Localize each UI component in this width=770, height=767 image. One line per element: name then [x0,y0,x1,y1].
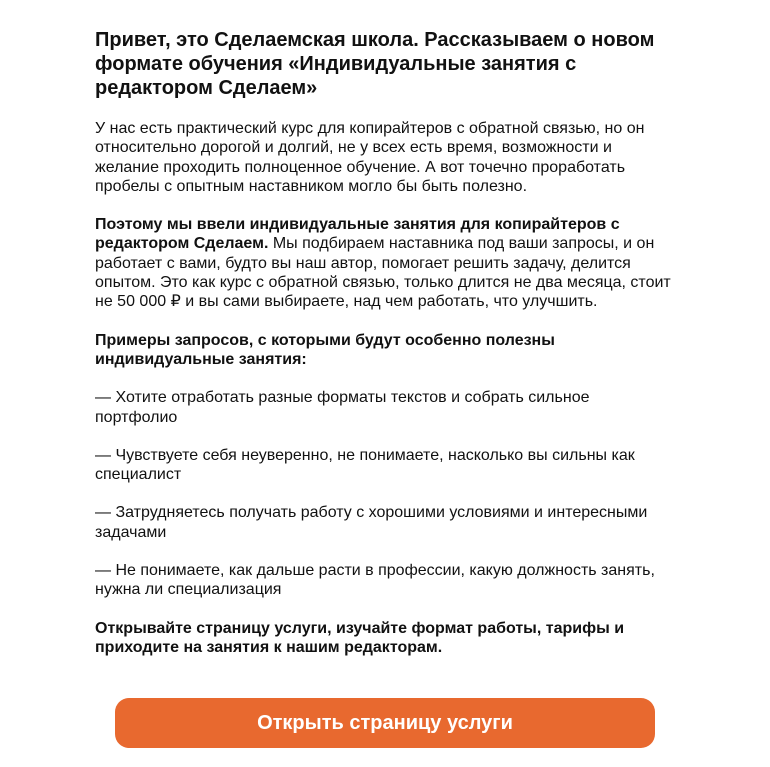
example-item: — Затрудняетесь получать работу с хорошими условиями и интересными задачами [95,504,648,541]
example-item: — Не понимаете, как дальше расти в профессии, какую должность занять, нужна ли специализация [95,562,655,599]
examples-heading: Примеры запросов, с которыми будут особенно полезны индивидуальные занятия: [95,331,555,368]
offer-paragraph [95,215,675,311]
closing-paragraph: Открывайте страницу услуги, изучайте формат работы, тарифы и приходите на занятия к нашим редакторам. [95,619,625,656]
open-service-page-button[interactable]: Открыть страницу услуги [115,698,655,748]
intro-paragraph: У нас есть практический курс для копирайтеров с обратной связью, но он относительно дорогой и долгий, не у всех есть время, возможности и желание проходить полноценное обучение. А вот точечно проработать пробелы с опытным наставником могло бы быть полезно. [95,120,645,195]
email-body [95,28,675,676]
example-item: — Хотите отработать разные форматы текстов и собрать сильное портфолио [95,389,590,426]
offer-bold-text: Поэтому мы ввели индивидуальные занятия для копирайтеров с редактором Сделаем. [95,216,620,253]
offer-text: Мы подбираем наставника под ваши запросы, и он работает с вами, будто вы наш автор, помогает решить задачу, делится опытом. Это как курс с обратной связью, только длится не два месяца, стоит не 50 000 ₽ и вы сами выбираете, над чем работать, что улучшить. [95,235,671,311]
example-item: — Чувствуете себя неуверенно, не понимаете, насколько вы сильны как специалист [95,446,635,484]
email-title: Привет, это Сделаемская школа. Рассказываем о новом формате обучения «Индивидуальные занятия с редактором Сделаем» [95,29,655,99]
cta-container [115,698,655,748]
